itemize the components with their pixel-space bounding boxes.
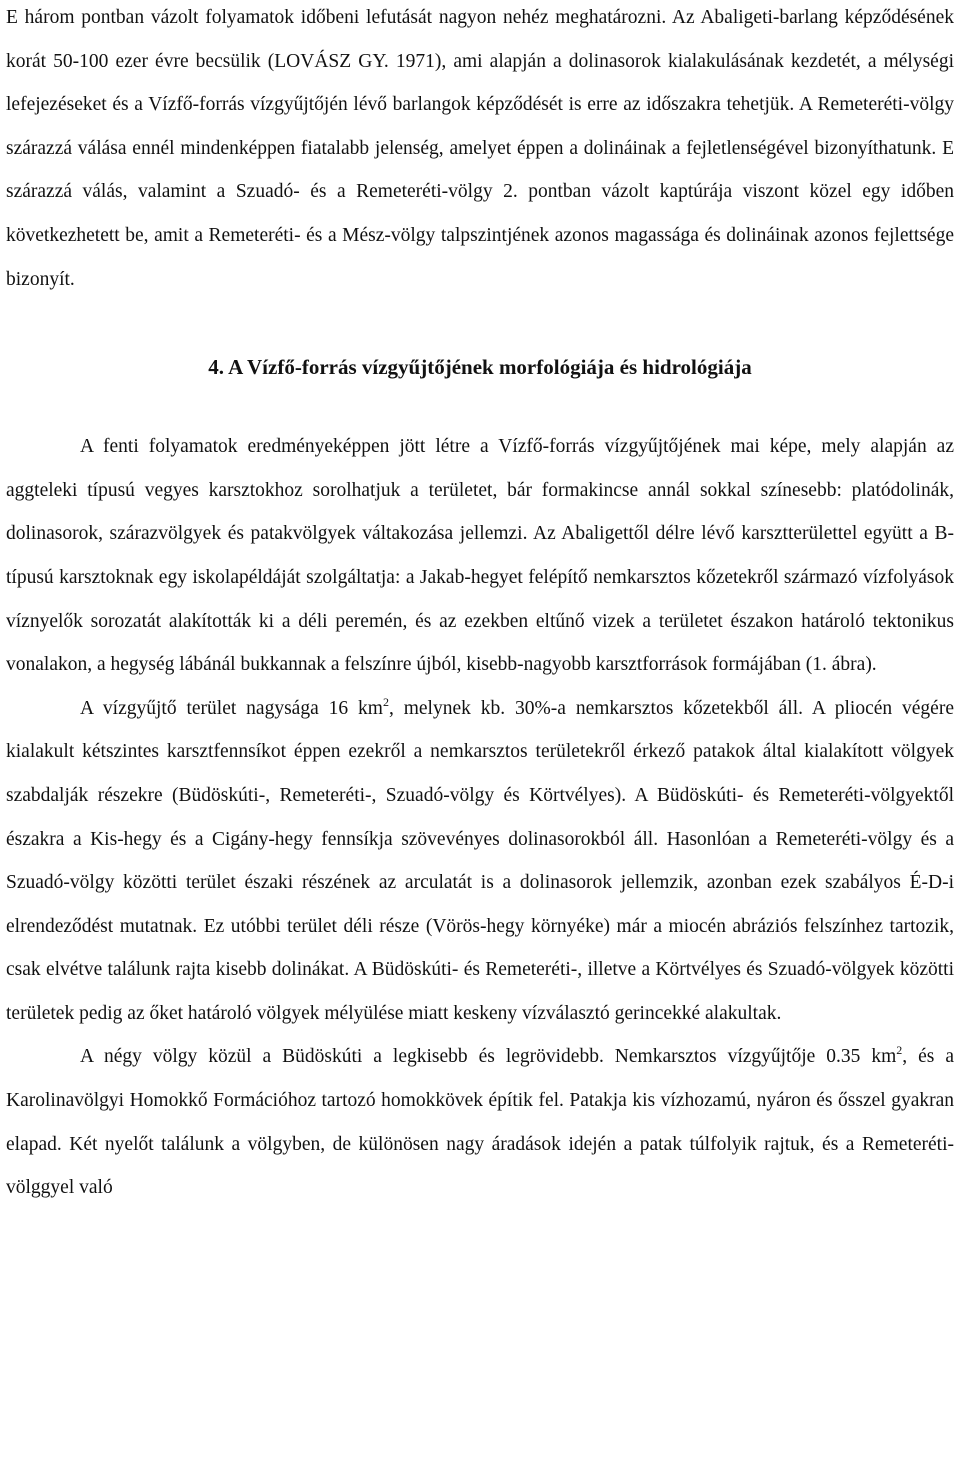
paragraph-4	[6, 1035, 954, 1209]
paragraph-3-text-a: A vízgyűjtő terület nagysága 16 km	[80, 697, 383, 719]
superscript-squared: 2	[382, 694, 389, 709]
superscript-squared: 2	[896, 1043, 903, 1058]
paragraph-3-text-b: , melynek kb. 30%-a nemkarsztos kőzetekből áll. A pliocén végére kialakult kétszintes karsztfennsíkot éppen ezekről a nemkarsztos területekről érkező patakok által kialakított völgyek szabdalják részekre (Büdöskúti-, Remeteréti-, Szuadó-völgy és Körtvélyes). A Büdöskúti- és Remeteréti-völgyektől északra a Kis-hegy és a Cigány-hegy fennsíkja szövevényes dolinasorokból áll. Hasonlóan a Remeteréti-völgy és a Szuadó-völgy közötti terület északi részének az arculatát is a dolinasorok jellemzik, azonban ezek szabályos É-D-i elrendeződést mutatnak. Ez utóbbi terület déli része (Vörös-hegy környéke) már a miocén abráziós felszínhez tartozik, csak elvétve találunk rajta kisebb dolinákat. A Büdöskúti- és Remeteréti-, illetve a Körtvélyes és Szuadó-völgyek közötti területek pedig az őket határoló völgyek mélyülése miatt keskeny vízválasztó gerincekké alakultak.	[6, 697, 954, 1024]
paragraph-3	[6, 687, 954, 1036]
paragraph-4-text-a: A négy völgy közül a Büdöskúti a legkisebb és legrövidebb. Nemkarsztos vízgyűjtője 0.35 km	[80, 1046, 897, 1068]
section-heading: 4. A Vízfő-forrás vízgyűjtőjének morfológiája és hidrológiája	[208, 355, 752, 380]
document-page	[6, 0, 954, 1210]
paragraph-2: A fenti folyamatok eredményeképpen jött létre a Vízfő-forrás vízgyűjtőjének mai képe, mely alapján az aggteleki típusú vegyes karsztokhoz sorolhatjuk a területet, bár formakincse annál sokkal színesebb: platódolinák, dolinasorok, szárazvölgyek és patakvölgyek váltakozása jellemzi. Az Abaligettől délre lévő karsztterülettel együtt a B-típusú karsztoknak egy iskolapéldáját szolgáltatja: a Jakab-hegyet felépítő nemkarsztos kőzetekről származó vízfolyások víznyelők sorozatát alakították ki a déli peremén, és az ezekben eltűnő vizek a területet északon határoló tektonikus vonalakon, a hegység lábánál bukkannak a felszínre újból, kisebb-nagyobb karsztforrások formájában (1. ábra).	[6, 436, 954, 676]
paragraph-4-text-b: , és a Karolinavölgyi Homokkő Formációhoz tartozó homokkövek építik fel. Patakja kis vízhozamú, nyáron és ősszel gyakran elapad. Két nyelőt találunk a völgyben, de különösen nagy áradások idején a patak túlfolyik rajtuk, és a Remeteréti-völggyel való	[6, 1046, 954, 1199]
paragraph-1: E három pontban vázolt folyamatok időbeni lefutását nagyon nehéz meghatározni. Az Abaligeti-barlang képződésének korát 50-100 ezer évre becsülik (LOVÁSZ GY. 1971), ami alapján a dolinasorok kialakulásának kezdetét, a mélységi lefejezéseket és a Vízfő-forrás vízgyűjtőjén lévő barlangok képződését is erre az időszakra tehetjük. A Remeteréti-völgy szárazzá válása ennél mindenképpen fiatalabb jelenség, amelyet éppen a dolináinak a fejletlenségével bizonyíthatunk. E szárazzá válás, valamint a Szuadó- és a Remeteréti-völgy 2. pontban vázolt kaptúrája viszont közel egy időben következhetett be, amit a Remeteréti- és a Mész-völgy talpszintjének azonos magassága és dolináinak azonos fejlettsége bizonyít.	[6, 7, 954, 290]
